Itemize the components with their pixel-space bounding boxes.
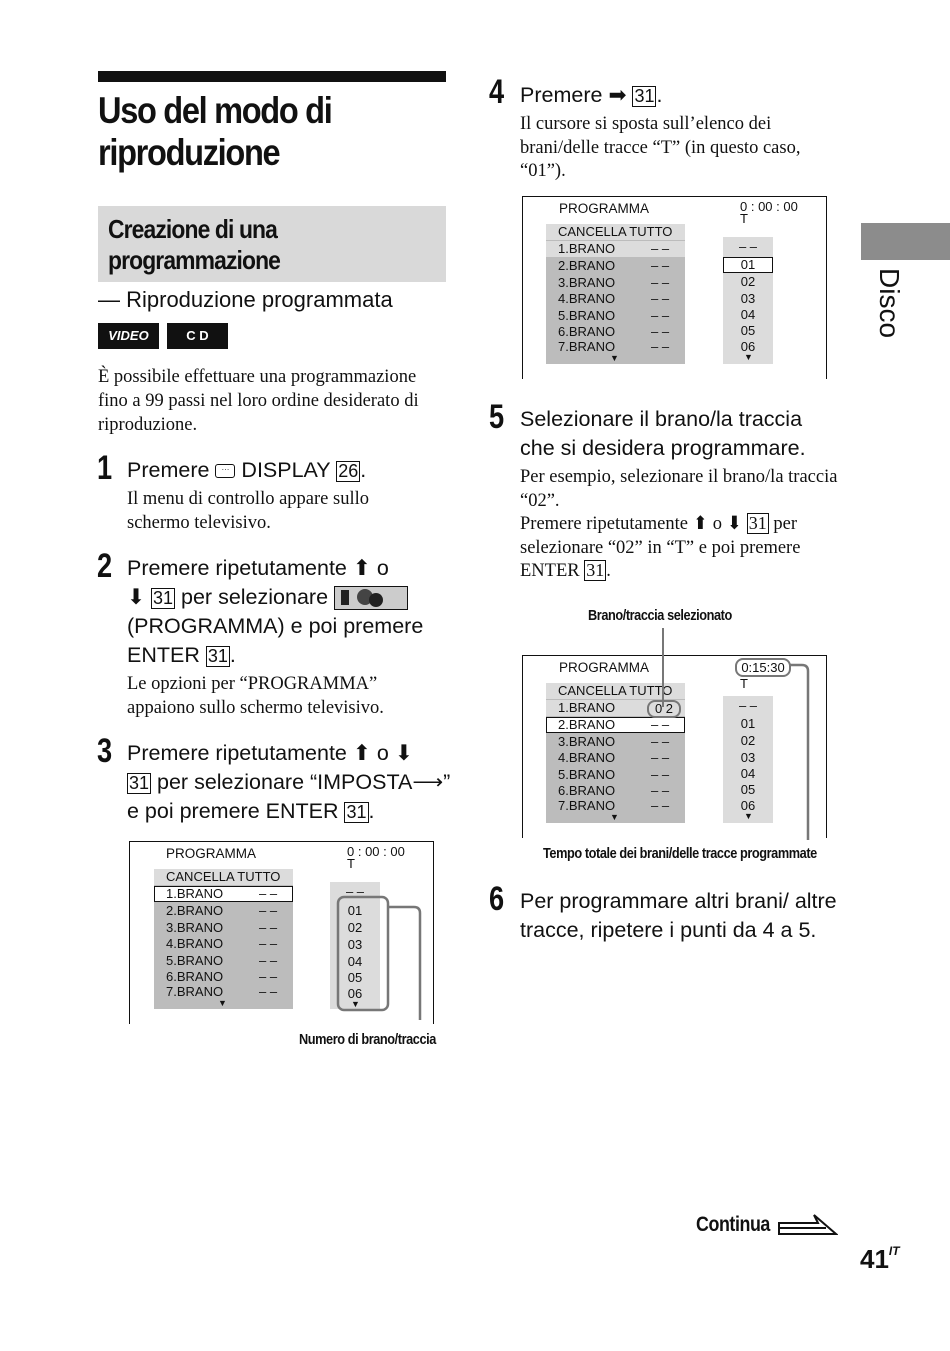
page-number <box>860 1244 900 1275</box>
key-ref: 26 <box>338 461 359 481</box>
arrow-up-icon: ⬆ <box>352 741 371 765</box>
list-item: 5.BRANO <box>558 767 616 782</box>
list-item: 3.BRANO <box>558 734 616 749</box>
list-item: 5.BRANO <box>166 953 224 968</box>
list-item: 2.BRANO <box>558 717 616 732</box>
key-ref: 31 <box>346 802 367 822</box>
track-item: 03 <box>347 937 363 952</box>
track-value: – – <box>651 291 670 306</box>
screen-title: PROGRAMMA <box>559 660 650 675</box>
track-value: – – <box>259 886 278 901</box>
continue-arrow-icon <box>778 1214 838 1238</box>
caption-total-time: Tempo totale dei brani/delle tracce programmate <box>543 845 817 862</box>
total-time: 0:15:30 <box>735 658 791 677</box>
track-item: 05 <box>740 323 756 338</box>
step-2-desc: Le opzioni per “PROGRAMMA” appaiono sullo schermo televisivo. <box>127 674 384 718</box>
step-number: 2 <box>97 547 113 585</box>
track-value: – – <box>259 984 278 999</box>
track-item: 01 <box>740 257 756 272</box>
step-number: 4 <box>489 73 505 111</box>
caption-selected: Brano/traccia selezionato <box>588 607 732 624</box>
list-item: 6.BRANO <box>558 783 616 798</box>
step-number: 3 <box>97 732 113 770</box>
badge-cd: C D <box>167 323 228 349</box>
track-item: 06 <box>347 986 363 1001</box>
step-6-title: Per programmare altri brani/ altre tracce, ripetere i punti da 4 a 5. <box>520 889 837 942</box>
callout-lines <box>330 895 430 1020</box>
section-tab-label: Disco <box>874 268 905 339</box>
list-item: 2.BRANO <box>558 258 616 273</box>
list-item: 3.BRANO <box>558 275 616 290</box>
key-ref: 31 <box>634 86 655 106</box>
program-icon <box>334 586 408 610</box>
arrow-down-icon: ⬇ <box>127 585 146 609</box>
step-desc-line: Per esempio, selezionare il brano/la traccia “02”. <box>520 467 838 511</box>
arrow-right-icon: ➡ <box>608 83 627 107</box>
step-text: per selezionare <box>181 585 329 609</box>
screen-time: 0 : 00 : 00 <box>740 199 798 214</box>
key-ref: 31 <box>129 773 150 793</box>
track-item: 01 <box>740 716 756 731</box>
track-value: – – <box>651 258 670 273</box>
step-text: o <box>376 741 389 765</box>
step-text: ENTER <box>520 561 580 581</box>
list-item: 7.BRANO <box>558 798 616 813</box>
screen-t-label: T <box>740 676 748 691</box>
scroll-down-icon: ▼ <box>351 999 360 1009</box>
track-item: 06 <box>740 798 756 813</box>
track-item: 02 <box>347 920 363 935</box>
scroll-down-icon: ▼ <box>744 352 753 362</box>
continue-label: Continua <box>696 1213 770 1236</box>
list-item: 1.BRANO <box>166 886 224 901</box>
step-text: (PROGRAMMA) e poi premere <box>127 614 424 638</box>
step-text: Premere <box>127 458 210 482</box>
step-1-title <box>127 456 366 485</box>
track-item: 05 <box>347 970 363 985</box>
track-value: – – <box>651 324 670 339</box>
step-text: . <box>606 561 611 581</box>
key-ref: 31 <box>748 513 767 533</box>
arrow-up-icon: ⬆ <box>692 514 709 534</box>
callout-lines <box>640 628 820 843</box>
step-3-title <box>127 739 451 826</box>
program-list <box>546 224 685 364</box>
track-item: 02 <box>740 274 756 289</box>
intro-text: È possibile effettuare una programmazione fino a 99 passi nel loro ordine desiderato di riproduzione. <box>98 367 419 435</box>
program-screen-2 <box>522 196 827 379</box>
list-item: 1.BRANO <box>558 700 616 715</box>
track-value: – – <box>651 798 670 813</box>
track-value: – – <box>651 750 670 765</box>
track-value: – – <box>651 783 670 798</box>
list-item: 6.BRANO <box>166 969 224 984</box>
step-1-desc: Il menu di controllo appare sullo schermo televisivo. <box>127 489 369 533</box>
arrow-down-icon: ⬇ <box>726 514 743 534</box>
track-item: 04 <box>740 766 756 781</box>
step-text: . <box>368 799 375 823</box>
list-item: 2.BRANO <box>166 903 224 918</box>
step-number: 1 <box>97 449 113 487</box>
track-item: – – <box>345 884 365 899</box>
track-item: – – <box>738 239 758 254</box>
clear-all-item: CANCELLA TUTTO <box>546 224 685 240</box>
track-value: – – <box>651 275 670 290</box>
step-text: . <box>229 643 236 667</box>
track-item: 04 <box>347 954 363 969</box>
step-text: DISPLAY <box>241 458 331 482</box>
section-title: Creazione di una programmazione <box>108 214 281 275</box>
step-text: o <box>712 514 722 534</box>
list-item: 7.BRANO <box>558 339 616 354</box>
step-text: Premere ripetutamente <box>127 741 347 765</box>
step-text: . <box>656 83 663 107</box>
arrow-right-icon: ⟶ <box>412 770 444 794</box>
track-value: – – <box>259 903 278 918</box>
list-item: 4.BRANO <box>558 291 616 306</box>
track-item: 06 <box>740 339 756 354</box>
track-item: 01 <box>347 903 363 918</box>
track-item: 04 <box>740 307 756 322</box>
key-ref: 31 <box>586 560 605 580</box>
track-value: – – <box>651 734 670 749</box>
list-item: 7.BRANO <box>166 984 224 999</box>
page-language: IT <box>888 1244 900 1258</box>
step-5-title: Selezionare il brano/la traccia che si desidera programmare. <box>520 407 806 460</box>
list-item: 6.BRANO <box>558 324 616 339</box>
step-text: e poi premere ENTER <box>127 799 339 823</box>
screen-time: 0 : 00 : 00 <box>347 844 405 859</box>
step-text: ” <box>443 770 451 794</box>
section-subtitle: — Riproduzione programmata <box>98 287 393 312</box>
scroll-down-icon: ▼ <box>218 998 227 1008</box>
scroll-down-icon: ▼ <box>744 811 753 821</box>
screen-title: PROGRAMMA <box>166 846 257 861</box>
step-text: Premere <box>520 83 603 107</box>
display-icon: ··· <box>215 464 235 478</box>
track-list <box>723 237 773 364</box>
track-item: 03 <box>740 291 756 306</box>
page-number-value: 41 <box>860 1244 889 1274</box>
step-text: Premere ripetutamente <box>127 556 347 580</box>
step-text: Premere ripetutamente <box>520 514 688 534</box>
scroll-down-icon: ▼ <box>610 353 619 363</box>
list-item: 1.BRANO <box>558 241 616 256</box>
track-value: – – <box>651 339 670 354</box>
title-rule <box>98 71 446 82</box>
step-4-title <box>520 81 662 110</box>
track-value: – – <box>259 969 278 984</box>
list-item: 5.BRANO <box>558 308 616 323</box>
track-value: – – <box>259 920 278 935</box>
step-5-desc <box>520 466 840 584</box>
track-item: 02 <box>740 733 756 748</box>
step-text: ENTER <box>127 643 200 667</box>
step-2-title <box>127 554 447 670</box>
key-ref: 31 <box>153 588 174 608</box>
track-value: – – <box>259 936 278 951</box>
track-value: – – <box>651 308 670 323</box>
step-number: 5 <box>489 398 505 436</box>
screen-t-label: T <box>740 211 748 226</box>
clear-all-item: CANCELLA TUTTO <box>154 869 293 885</box>
scroll-down-icon: ▼ <box>610 812 619 822</box>
step-4-desc: Il cursore si sposta sull’elenco dei brani/delle tracce “T” (in questo caso, “01”). <box>520 114 801 181</box>
track-value: – – <box>651 717 670 732</box>
page-title: Uso del modo di riproduzione <box>98 90 332 173</box>
clear-all-item: CANCELLA TUTTO <box>546 683 685 699</box>
step-text: . <box>360 458 367 482</box>
section-tab <box>861 223 950 260</box>
arrow-down-icon: ⬇ <box>394 741 413 765</box>
track-item: 05 <box>740 782 756 797</box>
program-list <box>154 869 293 1009</box>
track-item: – – <box>738 698 758 713</box>
step-desc-line: selezionare “02” in “T” e poi premere <box>520 537 801 558</box>
track-item: 03 <box>740 750 756 765</box>
key-ref: 31 <box>207 646 228 666</box>
track-value: – – <box>651 241 670 256</box>
arrow-up-icon: ⬆ <box>352 556 371 580</box>
step-text: o <box>376 556 389 580</box>
step-text: per <box>773 514 797 534</box>
step-number: 6 <box>489 880 505 918</box>
list-item: 4.BRANO <box>166 936 224 951</box>
caption-track-number: Numero di brano/traccia <box>299 1031 436 1048</box>
screen-t-label: T <box>347 856 355 871</box>
track-value: – – <box>259 953 278 968</box>
track-value: – – <box>651 767 670 782</box>
screen-title: PROGRAMMA <box>559 201 650 216</box>
badge-video-cd: VIDEO CD <box>98 323 159 349</box>
list-item: 3.BRANO <box>166 920 224 935</box>
step-text: per selezionare “IMPOSTA <box>157 770 413 794</box>
list-item: 4.BRANO <box>558 750 616 765</box>
selected-track-value: 0 2 <box>647 700 681 718</box>
